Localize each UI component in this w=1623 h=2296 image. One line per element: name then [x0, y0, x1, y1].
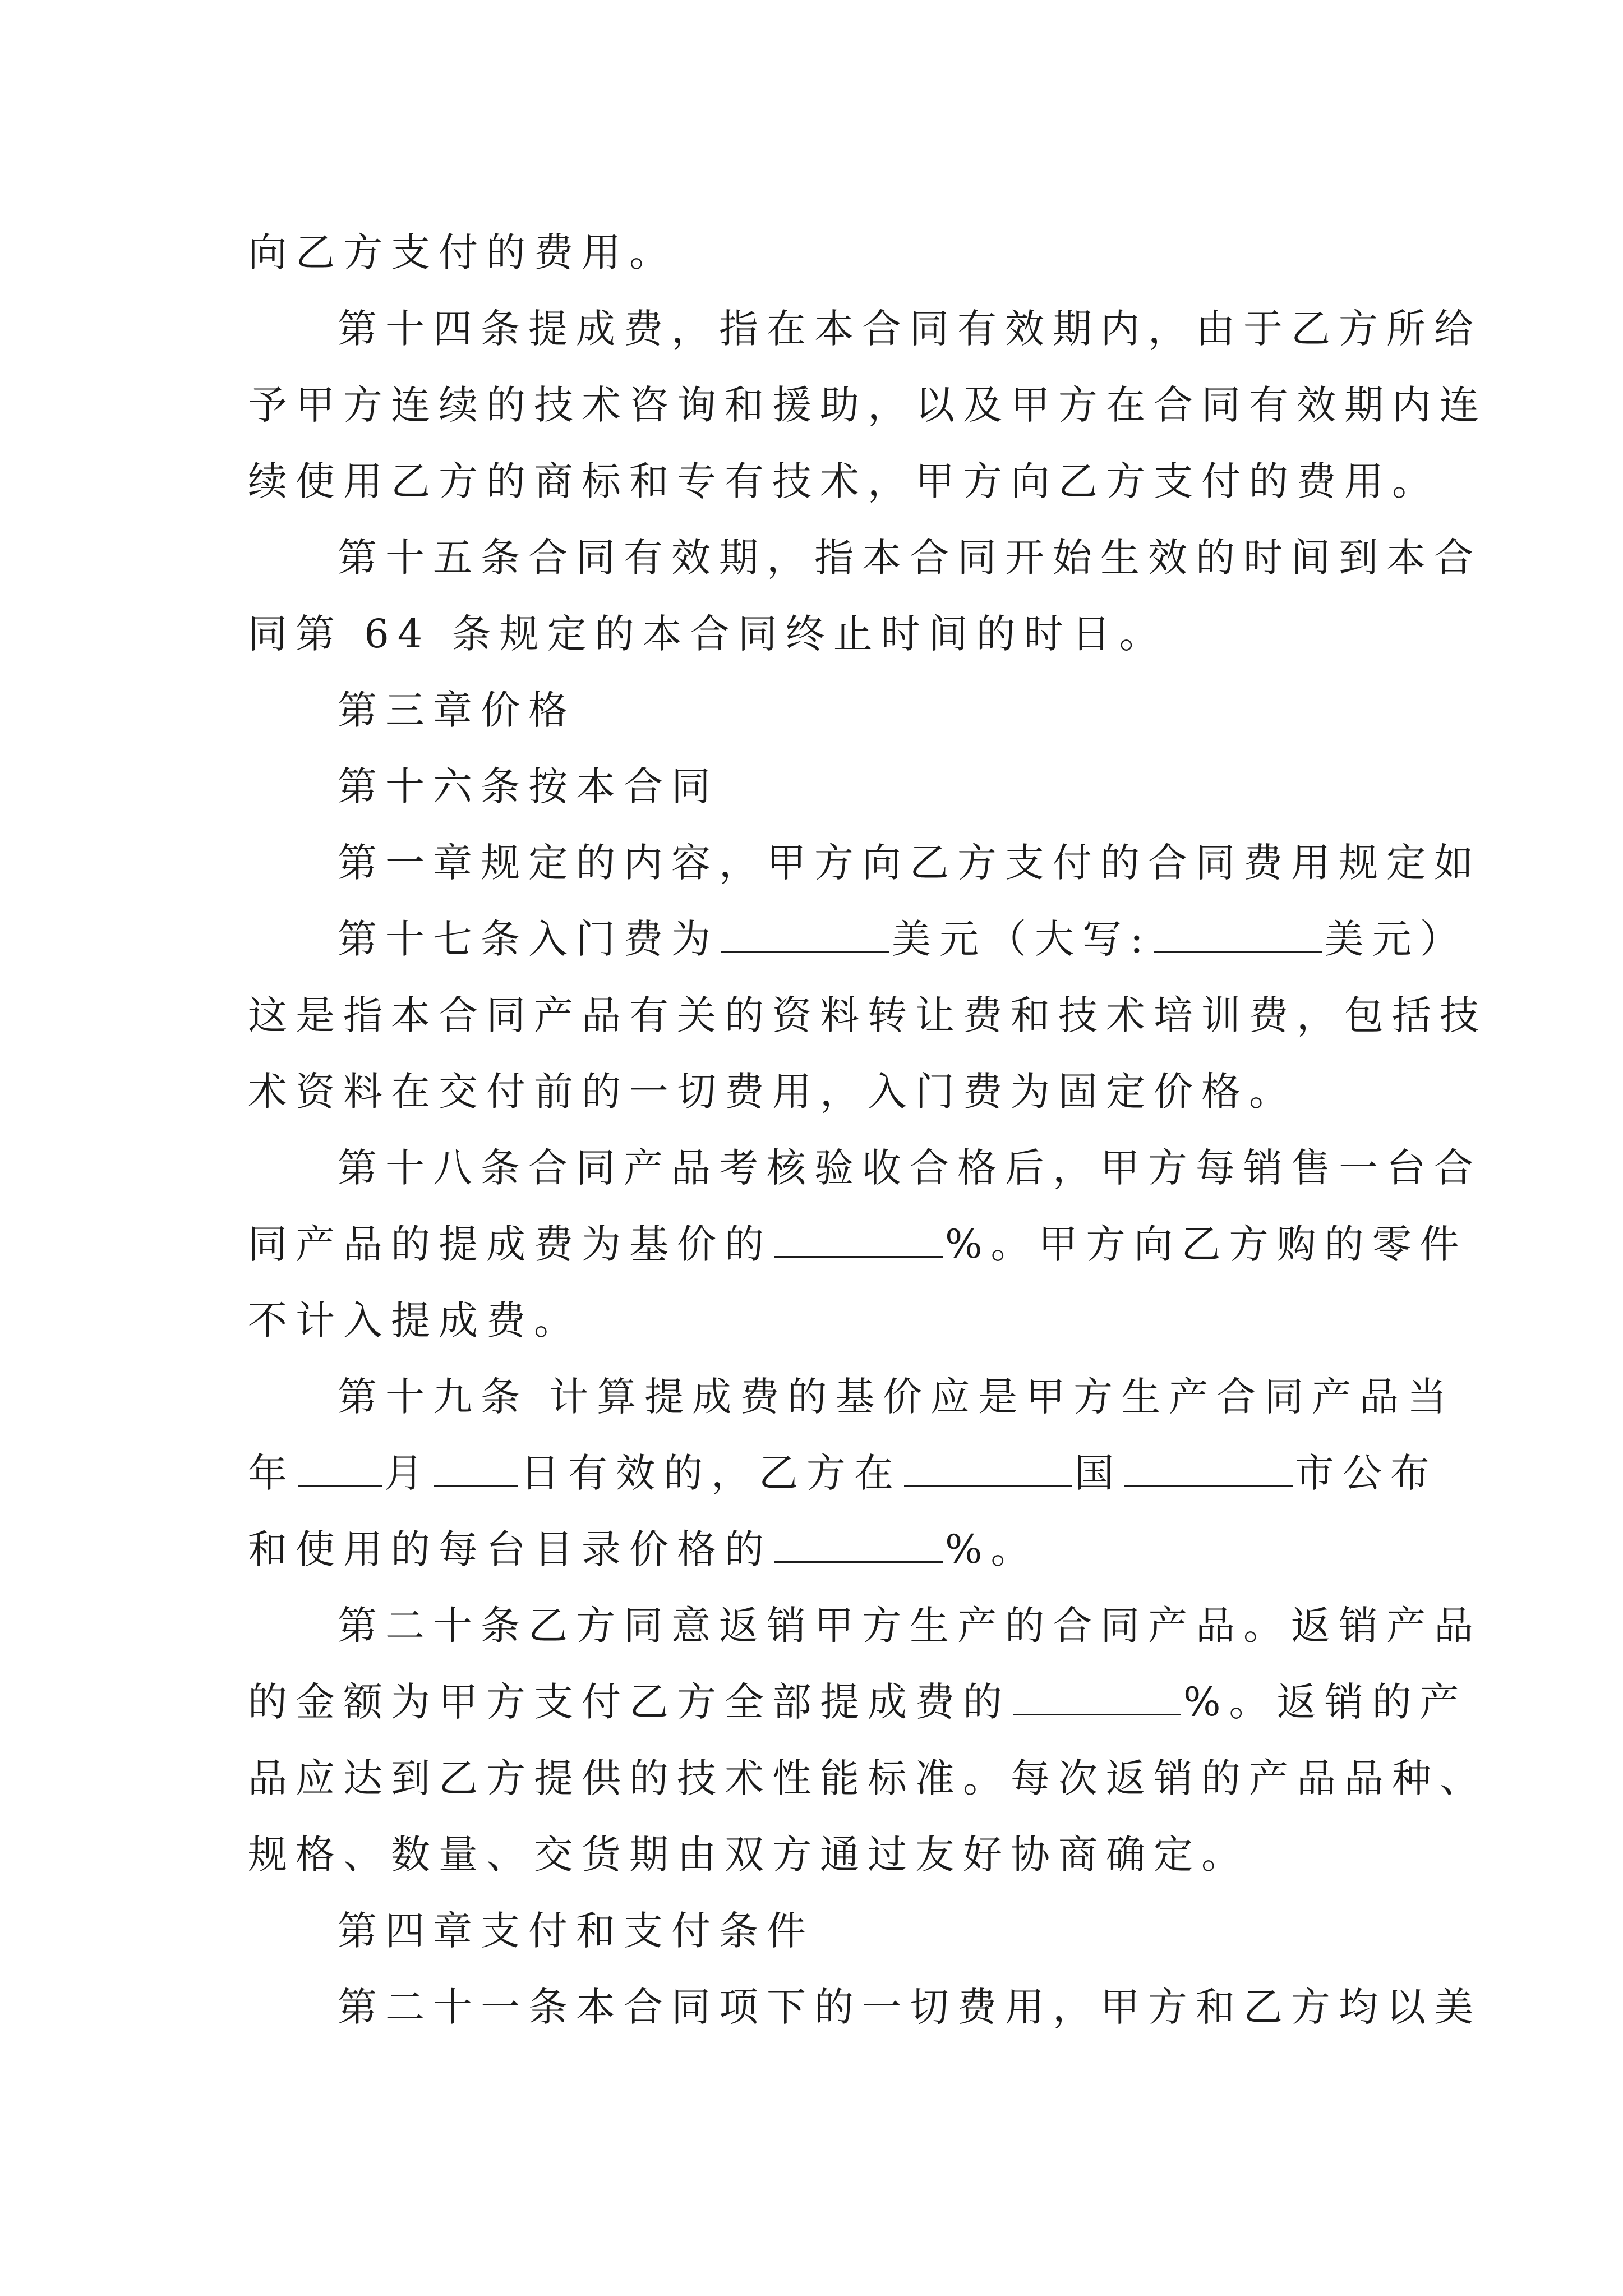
- text-segment: 的金额为甲方支付乙方全部提成费的: [248, 1679, 1011, 1725]
- fill-in-blank: [298, 1448, 382, 1487]
- text-line: 同第 64 条规定的本合同终止时间的时日。: [248, 611, 1167, 657]
- fill-in-blank: [721, 914, 889, 953]
- text-segment: %。甲方向乙方购的零件: [945, 1221, 1468, 1267]
- text-line: 术资料在交付前的一切费用，入门费为固定价格。: [248, 1069, 1297, 1115]
- fill-in-blank: [904, 1448, 1072, 1487]
- text-segment: 美元（大写:: [892, 916, 1152, 962]
- text-segment: 市公布: [1295, 1450, 1438, 1496]
- text-segment: 同产品的提成费为基价的: [248, 1221, 772, 1267]
- text-segment: 和使用的每台目录价格的: [248, 1526, 772, 1572]
- text-line: 规格、数量、交货期由双方通过友好协商确定。: [248, 1832, 1249, 1878]
- article-19-line: 第十九条 计算提成费的基价应是甲方生产合同产品当: [338, 1374, 1455, 1420]
- text-line: 予甲方连续的技术咨询和援助，以及甲方在合同有效期内连: [248, 382, 1487, 428]
- fill-in-blank: [1154, 914, 1322, 953]
- document-body: [248, 214, 1487, 2045]
- article-18-line: 第十八条合同产品考核验收合格后，甲方每销售一台合: [338, 1145, 1482, 1191]
- article-21-line: 第二十一条本合同项下的一切费用，甲方和乙方均以美: [338, 1984, 1482, 2030]
- fill-in-blank: [774, 1219, 943, 1258]
- text-segment: 年: [248, 1450, 296, 1496]
- article-15-line: 第十五条合同有效期，指本合同开始生效的时间到本合: [338, 535, 1482, 581]
- text-segment: %。返销的产: [1183, 1679, 1468, 1725]
- text-line: 品应达到乙方提供的技术性能标准。每次返销的产品品种、: [248, 1755, 1487, 1801]
- text-segment: 国: [1075, 1450, 1122, 1496]
- text-segment: 第十七条入门费为: [338, 916, 719, 962]
- text-line: [248, 1511, 1392, 1588]
- article-17-line: [248, 901, 1468, 977]
- text-segment: 日有效的，乙方在: [520, 1450, 902, 1496]
- article-20-line: 第二十条乙方同意返销甲方生产的合同产品。返销产品: [338, 1603, 1482, 1649]
- fill-in-blank: [774, 1524, 943, 1563]
- fill-in-blank: [1124, 1448, 1293, 1487]
- fill-in-blank: [1013, 1677, 1181, 1715]
- text-segment: %。: [945, 1526, 1039, 1572]
- text-line: 续使用乙方的商标和专有技术，甲方向乙方支付的费用。: [248, 458, 1440, 504]
- text-line: 不计入提成费。: [248, 1297, 582, 1343]
- text-line: 向乙方支付的费用。: [248, 229, 677, 275]
- chapter-3-heading: 第三章价格: [338, 687, 576, 733]
- fill-in-blank: [434, 1448, 518, 1487]
- text-segment: 月: [384, 1450, 432, 1496]
- text-segment: 美元）: [1324, 916, 1468, 962]
- text-line: 这是指本合同产品有关的资料转让费和技术培训费，包括技: [248, 992, 1487, 1038]
- article-16-line: 第十六条按本合同: [338, 763, 719, 809]
- chapter-1-reference-line: 第一章规定的内容，甲方向乙方支付的合同费用规定如: [338, 840, 1482, 886]
- text-line: [248, 1206, 1468, 1282]
- text-line: [248, 1435, 1438, 1511]
- article-14-line: 第十四条提成费，指在本合同有效期内，由于乙方所给: [338, 306, 1482, 352]
- text-line: [248, 1664, 1468, 1740]
- chapter-4-heading: 第四章支付和支付条件: [338, 1908, 814, 1954]
